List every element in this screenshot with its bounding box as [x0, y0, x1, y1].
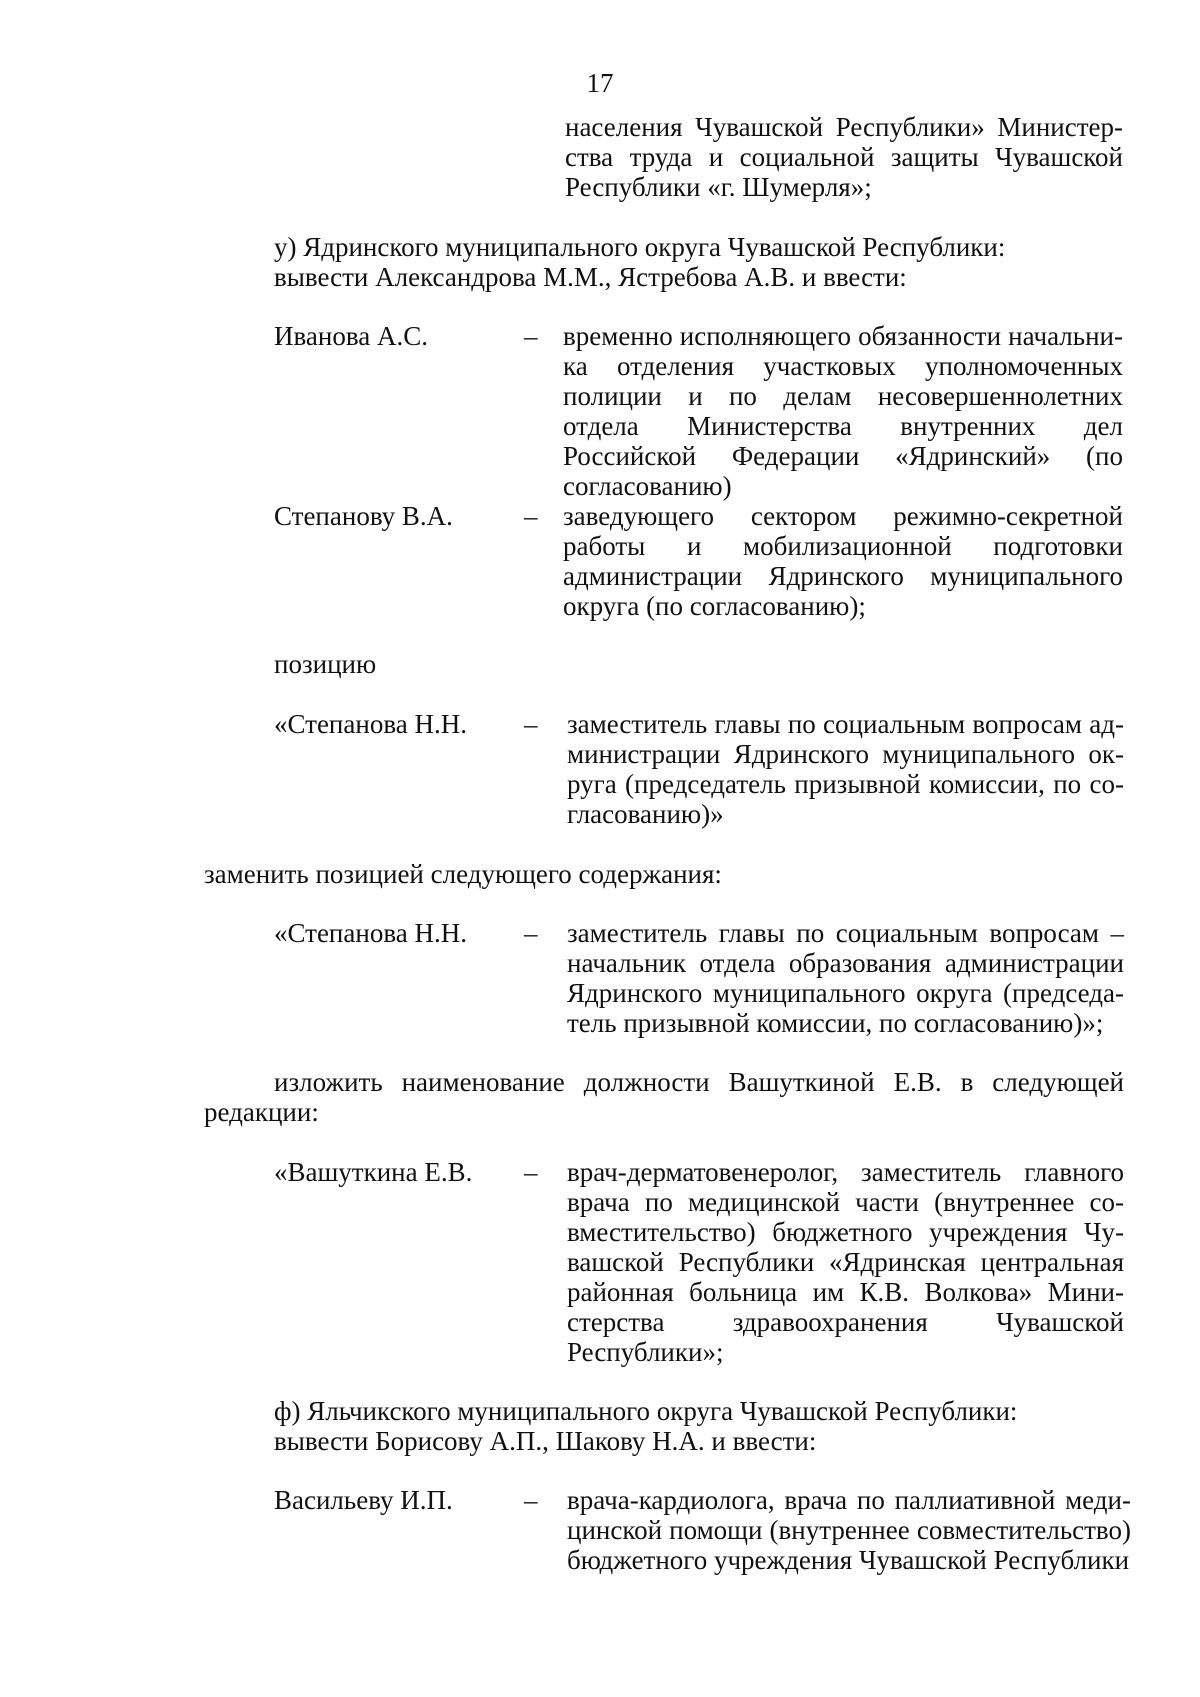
entry-description: заведующего сектором режимно-секретной работы и мобилизационной подготовки администрации Ядринского муниципального округа (по согласованию); — [563, 501, 1123, 621]
entry-dash: – — [524, 1485, 538, 1515]
entry-stepanova-nn-new — [274, 918, 1124, 1038]
entry-dash: – — [524, 321, 538, 351]
entry-dash: – — [524, 501, 538, 531]
entry-vasilyeva — [274, 1485, 1131, 1575]
section-f-instruction: вывести Борисову А.П., Шакову Н.А. и ввести: — [274, 1426, 817, 1456]
page-number: 17 — [586, 68, 614, 98]
entry-dash: – — [524, 709, 538, 739]
entry-ivanova — [274, 321, 1124, 501]
section-f-heading: ф) Яльчикского муниципального округа Чувашской Республики: — [274, 1396, 1018, 1426]
entry-stepanova-nn-old — [274, 709, 1124, 829]
entry-stepanova-va — [274, 501, 1124, 621]
entry-description: врач-дерматовенеролог, заместитель главного врача по медицинской части (внутреннее совместительство) бюджетного учреждения Чувашской Республики «Ядринская центральная районная больница им К.В. Волкова» Министерства здравоохранения Чувашской Республики»; — [567, 1157, 1124, 1367]
position-label: позицию — [274, 649, 377, 679]
entry-name: «Степанова Н.Н. — [274, 918, 467, 948]
entry-description: врача-кардиолога, врача по паллиативной медицинской помощи (внутреннее совместительство) бюджетного учреждения Чувашской Республики — [567, 1485, 1131, 1575]
rename-text: изложить наименование должности Вашуткиной Е.В. в следующей редакции: — [204, 1067, 1124, 1127]
intro-continuation: населения Чувашской Республики» Министерства труда и социальной защиты Чувашской Республики «г. Шумерля»; — [565, 112, 1123, 202]
entry-name: Васильеву И.П. — [274, 1485, 453, 1515]
entry-name: «Вашуткина Е.В. — [274, 1157, 473, 1187]
entry-description: временно исполняющего обязанности начальника отделения участковых уполномоченных полиции и по делам несовершеннолетних отдела Министерства внутренних дел Российской Федерации «Ядринский» (по согласованию) — [563, 321, 1123, 501]
replace-text: заменить позицией следующего содержания: — [204, 859, 722, 889]
entry-name: Степанову В.А. — [274, 501, 453, 531]
section-u-instruction: вывести Александрова М.М., Ястребова А.В. и ввести: — [274, 262, 907, 292]
entry-dash: – — [524, 1157, 538, 1187]
entry-dash: – — [524, 918, 538, 948]
entry-name: «Степанова Н.Н. — [274, 709, 467, 739]
entry-description: заместитель главы по социальным вопросам администрации Ядринского муниципального округа (председатель призывной комиссии, по согласованию)» — [567, 709, 1124, 829]
entry-name: Иванова А.С. — [274, 321, 428, 351]
section-u-heading: у) Ядринского муниципального округа Чувашской Республики: — [274, 232, 1006, 262]
entry-description: заместитель главы по социальным вопросам – начальник отдела образования администрации Ядринского муниципального округа (председатель призывной комиссии, по согласованию)»; — [567, 918, 1124, 1038]
entry-vashutkina — [274, 1157, 1124, 1367]
